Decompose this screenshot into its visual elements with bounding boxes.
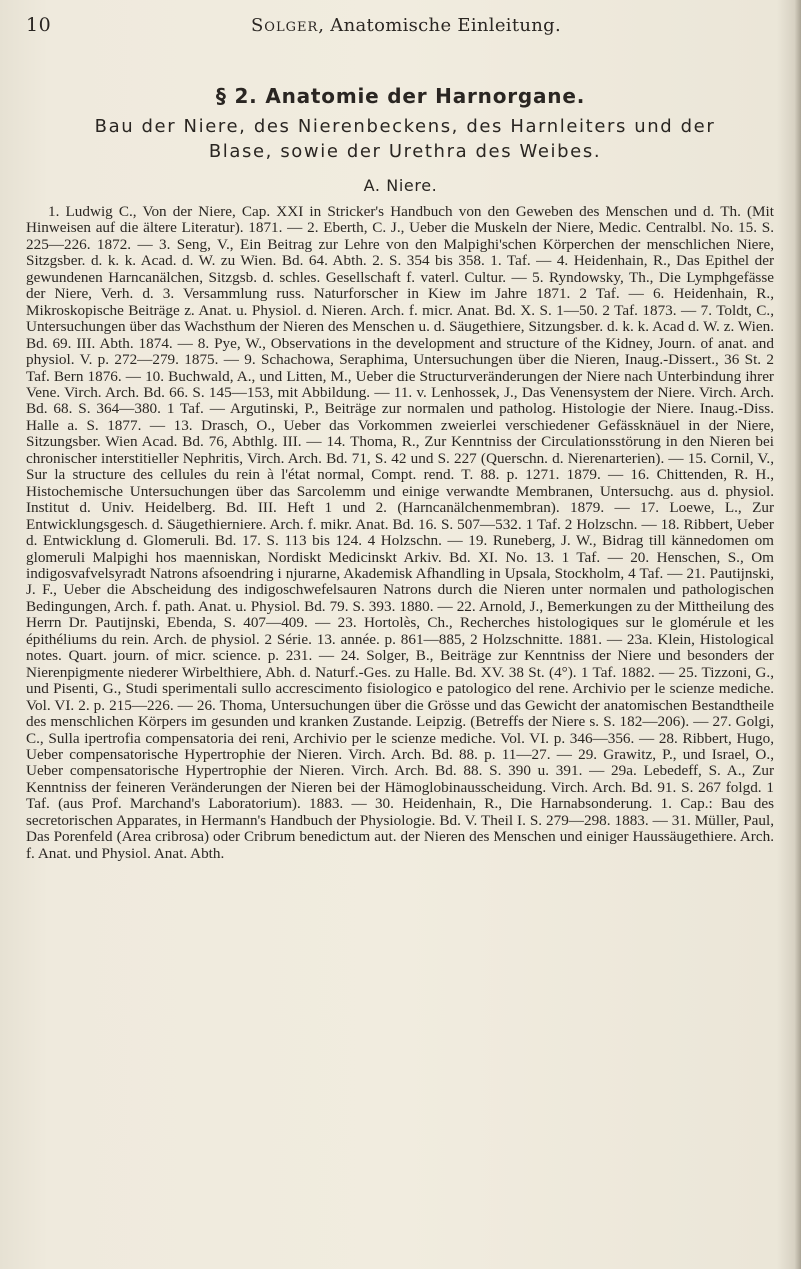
running-title-author: Solger [250,15,319,36]
running-header [26,14,786,42]
section-heading: § 2. Anatomie der Harnorgane. [215,84,586,108]
page-number: 10 [26,14,52,36]
section-subtitle: Bau der Niere, des Nierenbeckens, des Harnleiters und der Blase, sowie der Urethra des Weibes. [94,116,716,162]
running-title [26,15,786,36]
sub-heading: A. Niere. [363,176,438,195]
bibliography-paragraph: 1. Ludwig C., Von der Niere, Cap. XXI in Stricker's Handbuch von den Geweben des Menschen und d. Th. (Mit Hinweisen auf die ältere Literatur). 1871. — 2. Eberth, C. J., Ueber die Muskeln der Niere, Medic. Centralbl. No. 15. S. 225—226. 1872. — 3. Seng, V., Ein Beitrag zur Lehre von den Malpighi'schen Körperchen der menschlichen Niere, Sitzgsber. d. k. k. Acad. d. W. zu Wien. Bd. 64. Abth. 2. S. 354 bis 358. 1. Taf. — 4. Heidenhain, R., Das Epithel der gewundenen Harncanälchen, Sitzgsb. d. schles. Gesellschaft f. vaterl. Cultur. — 5. Ryndowsky, Th., Die Lymphgefässe der Niere, Verh. d. 3. Versammlung russ. Naturforscher in Kiew im Jahre 1871. 2 Taf. — 6. Heidenhain, R., Mikroskopische Beiträge z. Anat. u. Physiol. d. Nieren. Arch. f. micr. Anat. Bd. X. S. 1—50. 2 Taf. 1873. — 7. Toldt, C., Untersuchungen über das Wachsthum der Nieren des Menschen u. d. Säugethiere, Sitzungsber. d. k. k. Acad d. W. z. Wien. Bd. 69. III. Abth. 1874. — 8. Pye, W., Observations in the development and structure of the Kidney, Journ. of anat. and physiol. V. p. 272—279. 1875. — 9. Schachowa, Seraphima, Untersuchungen über die Nieren, Inaug.-Dissert., 36 St. 2 Taf. Bern 1876. — 10. Buchwald, A., und Litten, M., Ueber die Structurveränderungen der Niere nach Unterbindung ihrer Vene. Virch. Arch. Bd. 66. S. 145—153, mit Abbildung. — 11. v. Lenhossek, J., Das Venensystem der Niere. Virch. Arch. Bd. 68. S. 364—380. 1 Taf. — Argutinski, P., Beiträge zur normalen und patholog. Histologie der Niere. Inaug.-Diss. Halle a. S. 1877. — 13. Drasch, O., Ueber das Vorkommen zweierlei verschiedener Gefässknäuel in der Niere, Sitzungsber. Wien Acad. Bd. 76, Abthlg. III. — 14. Thoma, R., Zur Kenntniss der Circulationsstörung in den Nieren bei chronischer interstitieller Nephritis, Virch. Arch. Bd. 71, S. 42 und S. 227 (Querschn. d. Nierenarterien). — 15. Cornil, V., Sur la structure des cellules du rein à l'état normal, Compt. rend. T. 88. p. 1271. 1879. — 16. Chittenden, R. H., Histochemische Untersuchungen über das Sarcolemm und einige verwandte Membranen, Untersuchg. aus d. physiol. Institut d. Univ. Heidelberg. Bd. III. Heft 1 und 2. (Harncanälchenmembran). 1879. — 17. Loewe, L., Zur Entwicklungsgesch. d. Säugethierniere. Arch. f. mikr. Anat. Bd. 16. S. 507—532. 1 Taf. 2 Holzschn. — 18. Ribbert, Ueber d. Entwicklung d. Glomeruli. Bd. 17. S. 113 bis 124. 4 Holzschn. — 19. Runeberg, J. W., Bidrag till kännedomen om glomeruli Malpighi hos maenniskan, Nordiskt Medicinskt Arkiv. Bd. XI. No. 13. 1 Taf. — 20. Henschen, S., Om indigosvafvelsyradt Natrons afsoendring i njurarne, Akademisk Afhandling in Upsala, Stockholm, 4 Taf. — 21. Pautijnski, J. F., Ueber die Abscheidung des indigoschwefelsauren Natrons durch die Nieren unter normalen und pathologischen Bedingungen, Arch. f. path. Anat. u. Physiol. Bd. 79. S. 393. 1880. — 22. Arnold, J., Bemerkungen zu der Mittheilung des Herrn Dr. Pautijnski, Ebenda, S. 407—409. — 23. Hortolès, Ch., Recherches histologiques sur le glomérule et les épithéliums du rein. Arch. de physiol. 2 Série. 13. année. p. 861—885, 2 Holzschnitte. 1881. — 23a. Klein, Histological notes. Quart. journ. of micr. science. p. 231. — 24. Solger, B., Beiträge zur Kenntniss der Niere und besonders der Nierenpigmente niederer Wirbelthiere, Abh. d. Naturf.-Ges. zu Halle. Bd. XV. 38 St. (4°). 1 Taf. 1882. — 25. Tizzoni, G., und Pisenti, G., Studi sperimentali sullo accrescimento fisiologico e patologico del rene. Archivio per le scienze mediche. Vol. VI. 2. p. 215—226. — 26. Thoma, Untersuchungen über die Grösse und das Gewicht der anatomischen Bestandtheile des menschlichen Körpers im gesunden und kranken Zustande. Leipzig. (Betreffs der Niere s. S. 182—206). — 27. Golgi, C., Sulla ipertrofia compensatoria dei reni, Archivio per le scienze mediche. Vol. VI. p. 346—356. — 28. Ribbert, Hugo, Ueber compensatorische Hypertrophie der Nieren. Virch. Arch. Bd. 88. p. 11—27. — 29. Grawitz, P., und Israel, O., Ueber compensatorische Hypertrophie der Nieren. Virch. Arch. Bd. 88. S. 390 u. 391. — 29a. Lebedeff, S. A., Zur Kenntniss der feineren Veränderungen der Nieren bei der Hämoglobinausscheidung. Virch. Arch. Bd. 91. S. 267 folgd. 1 Taf. (aus Prof. Marchand's Laboratorium). 1883. — 30. Heidenhain, R., Die Harnabsonderung. 1. Cap.: Bau des secretorischen Apparates, in Hermann's Handbuch der Physiologie. Bd. V. Theil I. S. 279—298. 1883. — 31. Müller, Paul, Das Porenfeld (Area cribrosa) oder Cribrum benedictum aut. der Nieren des Menschen und einiger Haussäugethiere. Arch. f. Anat. und Physiol. Anat. Abth. [26,203,774,862]
page-edge-shadow [795,0,801,1269]
running-title-text: , Anatomische Einleitung. [318,15,562,36]
